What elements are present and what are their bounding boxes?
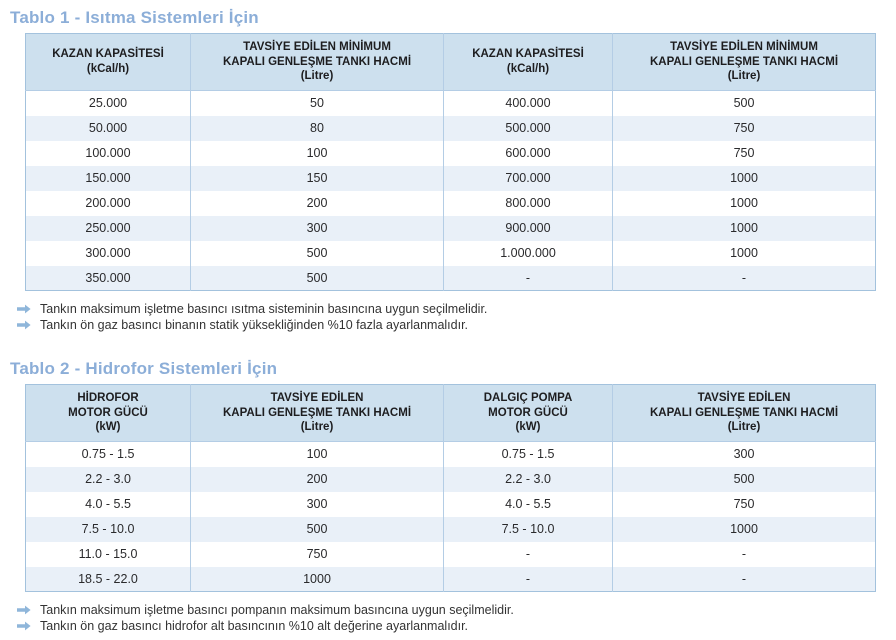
table-cell: 80 <box>191 116 444 141</box>
table-cell: 750 <box>191 542 444 567</box>
header-cell: KAZAN KAPASİTESİ (kCal/h) <box>444 34 613 91</box>
table-cell: 50 <box>191 91 444 116</box>
table-row <box>26 116 876 141</box>
table-cell: 300 <box>191 492 444 517</box>
table-cell: 18.5 - 22.0 <box>26 567 191 592</box>
note-item <box>13 318 875 332</box>
header-cell: TAVSİYE EDİLEN KAPALI GENLEŞME TANKI HACMİ (Litre) <box>613 385 876 442</box>
table-cell: - <box>444 266 613 291</box>
header-cell: TAVSİYE EDİLEN MİNİMUM KAPALI GENLEŞME TANKI HACMİ (Litre) <box>613 34 876 91</box>
table-cell: 100 <box>191 141 444 166</box>
table-cell: 200 <box>191 191 444 216</box>
table-cell: 250.000 <box>26 216 191 241</box>
table-cell: 50.000 <box>26 116 191 141</box>
table-row <box>26 567 876 592</box>
table-cell: 2.2 - 3.0 <box>26 467 191 492</box>
table-cell: 500 <box>613 91 876 116</box>
table-cell: 4.0 - 5.5 <box>444 492 613 517</box>
data-table <box>25 384 876 592</box>
table-cell: 500 <box>613 467 876 492</box>
table-cell: - <box>613 567 876 592</box>
table-row <box>26 517 876 542</box>
data-table <box>25 33 876 291</box>
table-cell: 1000 <box>613 191 876 216</box>
table-cell: 1.000.000 <box>444 241 613 266</box>
note-text: Tankın maksimum işletme basıncı ısıtma sisteminin basıncına uygun seçilmelidir. <box>40 302 488 316</box>
arrow-bullet-icon <box>16 304 31 314</box>
table-cell: 25.000 <box>26 91 191 116</box>
table-cell: 1000 <box>191 567 444 592</box>
table-cell: - <box>444 567 613 592</box>
header-cell: TAVSİYE EDİLEN KAPALI GENLEŞME TANKI HACMİ (Litre) <box>191 385 444 442</box>
table-row <box>26 216 876 241</box>
note-text: Tankın maksimum işletme basıncı pompanın maksimum basıncına uygun seçilmelidir. <box>40 603 514 617</box>
table-cell: 1000 <box>613 517 876 542</box>
table-cell: 0.75 - 1.5 <box>444 442 613 467</box>
table-row <box>26 141 876 166</box>
note-item <box>13 302 875 316</box>
table-cell: 1000 <box>613 216 876 241</box>
table-cell: 150.000 <box>26 166 191 191</box>
table2-title: Tablo 2 - Hidrofor Sistemleri İçin <box>10 359 278 378</box>
table-cell: 800.000 <box>444 191 613 216</box>
table-cell: 750 <box>613 116 876 141</box>
table-cell: 400.000 <box>444 91 613 116</box>
table-cell: 500 <box>191 517 444 542</box>
table-cell: 2.2 - 3.0 <box>444 467 613 492</box>
table-cell: 750 <box>613 141 876 166</box>
table-cell: 100 <box>191 442 444 467</box>
header-cell: KAZAN KAPASİTESİ (kCal/h) <box>26 34 191 91</box>
table-cell: 1000 <box>613 241 876 266</box>
table-cell: 150 <box>191 166 444 191</box>
table-cell: 500.000 <box>444 116 613 141</box>
table-row <box>26 266 876 291</box>
table-cell: 11.0 - 15.0 <box>26 542 191 567</box>
table-cell: 750 <box>613 492 876 517</box>
table1-wrap <box>25 33 875 291</box>
table-cell: 900.000 <box>444 216 613 241</box>
table-row <box>26 467 876 492</box>
table-row <box>26 492 876 517</box>
table-cell: 4.0 - 5.5 <box>26 492 191 517</box>
section-heating-systems <box>10 8 875 332</box>
arrow-bullet-icon <box>16 621 31 631</box>
table-cell: - <box>613 266 876 291</box>
table-cell: 600.000 <box>444 141 613 166</box>
table2-wrap <box>25 384 875 592</box>
table-cell: 300.000 <box>26 241 191 266</box>
section-booster-systems <box>10 359 875 633</box>
note-item <box>13 603 875 617</box>
table-cell: 500 <box>191 266 444 291</box>
table-cell: 7.5 - 10.0 <box>444 517 613 542</box>
table-row <box>26 191 876 216</box>
header-row <box>26 385 876 442</box>
table-cell: 7.5 - 10.0 <box>26 517 191 542</box>
arrow-bullet-icon <box>16 320 31 330</box>
arrow-bullet-icon <box>16 605 31 615</box>
note-text: Tankın ön gaz basıncı binanın statik yüksekliğinden %10 fazla ayarlanmalıdır. <box>40 318 469 332</box>
header-row <box>26 34 876 91</box>
table1-notes <box>13 302 875 332</box>
table-row <box>26 442 876 467</box>
table1-title: Tablo 1 - Isıtma Sistemleri İçin <box>10 8 259 27</box>
table-cell: 0.75 - 1.5 <box>26 442 191 467</box>
table-row <box>26 241 876 266</box>
table-cell: 1000 <box>613 166 876 191</box>
header-cell: DALGIÇ POMPA MOTOR GÜCÜ (kW) <box>444 385 613 442</box>
note-item <box>13 619 875 633</box>
table-cell: 700.000 <box>444 166 613 191</box>
table-cell: 200 <box>191 467 444 492</box>
table-cell: - <box>613 542 876 567</box>
header-cell: HİDROFOR MOTOR GÜCÜ (kW) <box>26 385 191 442</box>
table-cell: 300 <box>613 442 876 467</box>
header-cell: TAVSİYE EDİLEN MİNİMUM KAPALI GENLEŞME TANKI HACMİ (Litre) <box>191 34 444 91</box>
table2-notes <box>13 603 875 633</box>
table-cell: 350.000 <box>26 266 191 291</box>
table-cell: 100.000 <box>26 141 191 166</box>
table-row <box>26 166 876 191</box>
table-cell: 300 <box>191 216 444 241</box>
table-row <box>26 542 876 567</box>
table-cell: 200.000 <box>26 191 191 216</box>
table-cell: - <box>444 542 613 567</box>
table-cell: 500 <box>191 241 444 266</box>
note-text: Tankın ön gaz basıncı hidrofor alt basıncının %10 alt değerine ayarlanmalıdır. <box>40 619 469 633</box>
table-row <box>26 91 876 116</box>
